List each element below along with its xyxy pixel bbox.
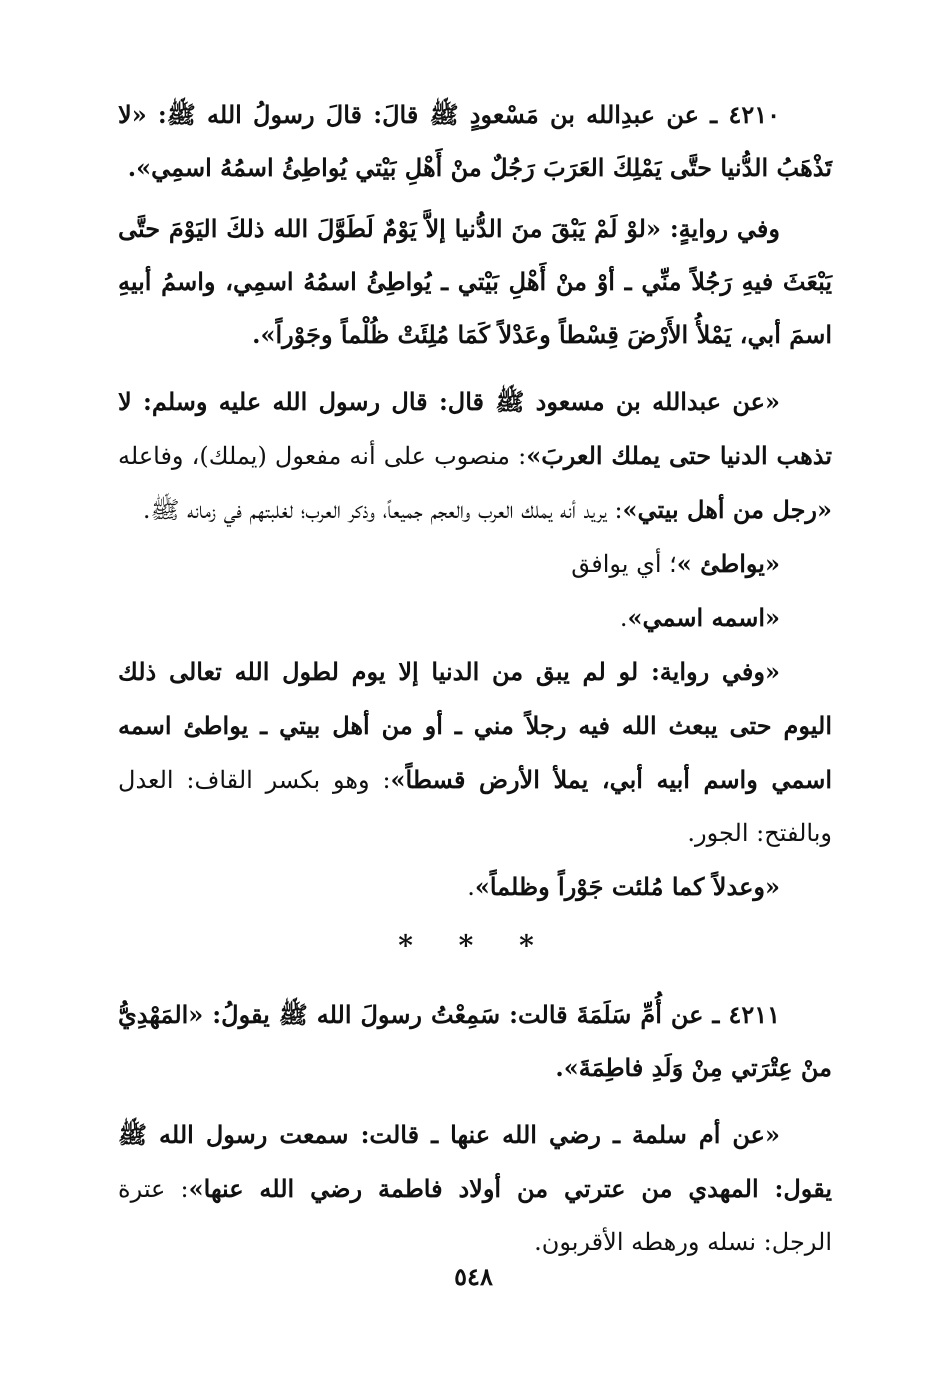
section-separator: * * * [398,929,552,962]
sharh-text: : منصوب على أنه مفعول (يملك)، وفاعله [118,442,527,470]
sharh-text: ؛ أي يوافق [571,550,677,578]
hadith-4210-text: ٤٢١٠ ـ عن عبدِالله بن مَسْعودٍ ﷺ قالَ: قالَ رسولُ الله ﷺ: «لا تَذْهَبُ الدُّنيا حتَّى يَمْلِكَ العَرَبَ رَجُلٌ منْ أَهْلِ بَيْتي يُواطِئُ اسمُهُ اسمِي». [118,100,832,182]
sharh-quote: «يواطئ » [676,549,780,578]
hadith-4210-riwaya: وفي روايةٍ: «لوْ لَمْ يَبْقَ منَ الدُّنيا إلاَّ يَوْمٌ لَطَوَّلَ الله ذلكَ اليَوْمَ حتَّى يَبْعَثَ فيهِ رَجُلاً منِّي ـ أوْ منْ أَهْلِ بَيْتي ـ يُواطِئُ اسمُهُ اسمِي، واسمُ أبيهِ اسمَ أبي، يَمْلأُ الأَرْضَ قِسْطاً وعَدْلاً كَمَا مُلِئَتْ ظُلْماً وجَوْراً». [118,214,832,349]
sharh-text: . [619,604,628,632]
page-body [118,88,832,1269]
sharh-4210-paragraph-3 [118,591,832,645]
sharh-4210-paragraph-1 [118,375,832,537]
sharh-quote: «وفي رواية: لو لم يبق من الدنيا إلا يوم لطول الله تعالى ذلك اليوم حتى يبعث الله فيه رجلاً مني ـ أو من أهل بيتي ـ يواطئ اسمه اسمي واسم أبيه أبي، يملأ الأرض قسطاً» [118,657,832,794]
sharh-text: . [467,873,475,901]
sharh-quote: «عن عبدالله بن مسعود ﷺ قال: قال رسول الله عليه وسلم: لا تذهب الدنيا حتى يملك العربَ» [118,387,832,470]
sharh-4210-paragraph-2 [118,537,832,591]
sharh-quote: «اسمه اسمي» [627,603,780,632]
sharh-4210-paragraph-5 [118,860,832,914]
hadith-4211-text: ٤٢١١ ـ عن أُمِّ سَلَمَةَ قالت: سَمِعْتُ رسولَ الله ﷺ يقولُ: «المَهْدِيُّ منْ عِتْرَتي مِنْ وَلَدِ فاطِمَةَ». [118,1000,832,1082]
sharh-4211-paragraph-1 [118,1108,832,1269]
page-number: ٥٤٨ [454,1262,493,1291]
sharh-4210-paragraph-4 [118,645,832,860]
sharh-text: : يريد أنه يملك العرب والعجم جميعاً، وذكر العرب؛ لغلبتهم في زمانه ﷺ. [142,496,623,524]
sharh-text: : وهو بكسر القاف: العدل وبالفتح: الجور. [118,766,832,847]
sharh-quote: «عن أم سلمة ـ رضي الله عنها ـ قالت: سمعت رسول الله ﷺ يقول: المهدي من عترتي من أولاد فاطمة رضي الله عنها» [118,1120,833,1203]
sharh-text: : عترة الرجل: نسله ورهطه الأقربون. [118,1175,832,1256]
sharh-quote: «وعدلاً كما مُلئت جَوْراً وظلماً» [474,872,780,901]
sharh-quote: «رجل من أهل بيتي» [622,495,832,524]
